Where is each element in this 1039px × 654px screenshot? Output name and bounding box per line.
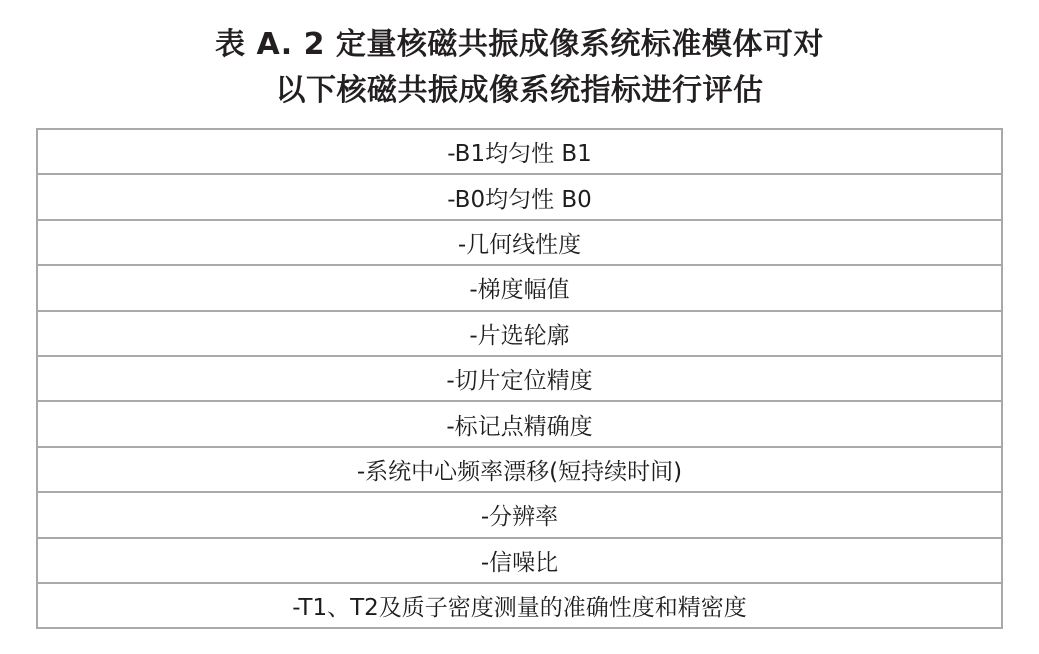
table-row: -B0均匀性 B0	[38, 175, 1001, 220]
table-row: -切片定位精度	[38, 357, 1001, 402]
evaluation-items-table	[36, 128, 1003, 629]
table-row: -系统中心频率漂移(短持续时间)	[38, 448, 1001, 493]
table-row: -几何线性度	[38, 221, 1001, 266]
table-title	[0, 0, 1039, 114]
table-row: -标记点精确度	[38, 402, 1001, 447]
table-row: -T1、T2及质子密度测量的准确性度和精密度	[292, 595, 747, 622]
table-row: -梯度幅值	[38, 266, 1001, 311]
table-row: -片选轮廓	[38, 312, 1001, 357]
table-row: -B1均匀性 B1	[38, 130, 1001, 175]
table-row: -信噪比	[38, 539, 1001, 584]
table-title-line1: 表 A. 2 定量核磁共振成像系统标准模体可对	[215, 27, 824, 62]
table-row: -分辨率	[38, 493, 1001, 538]
table-title-line2: 以下核磁共振成像系统指标进行评估	[275, 73, 764, 108]
